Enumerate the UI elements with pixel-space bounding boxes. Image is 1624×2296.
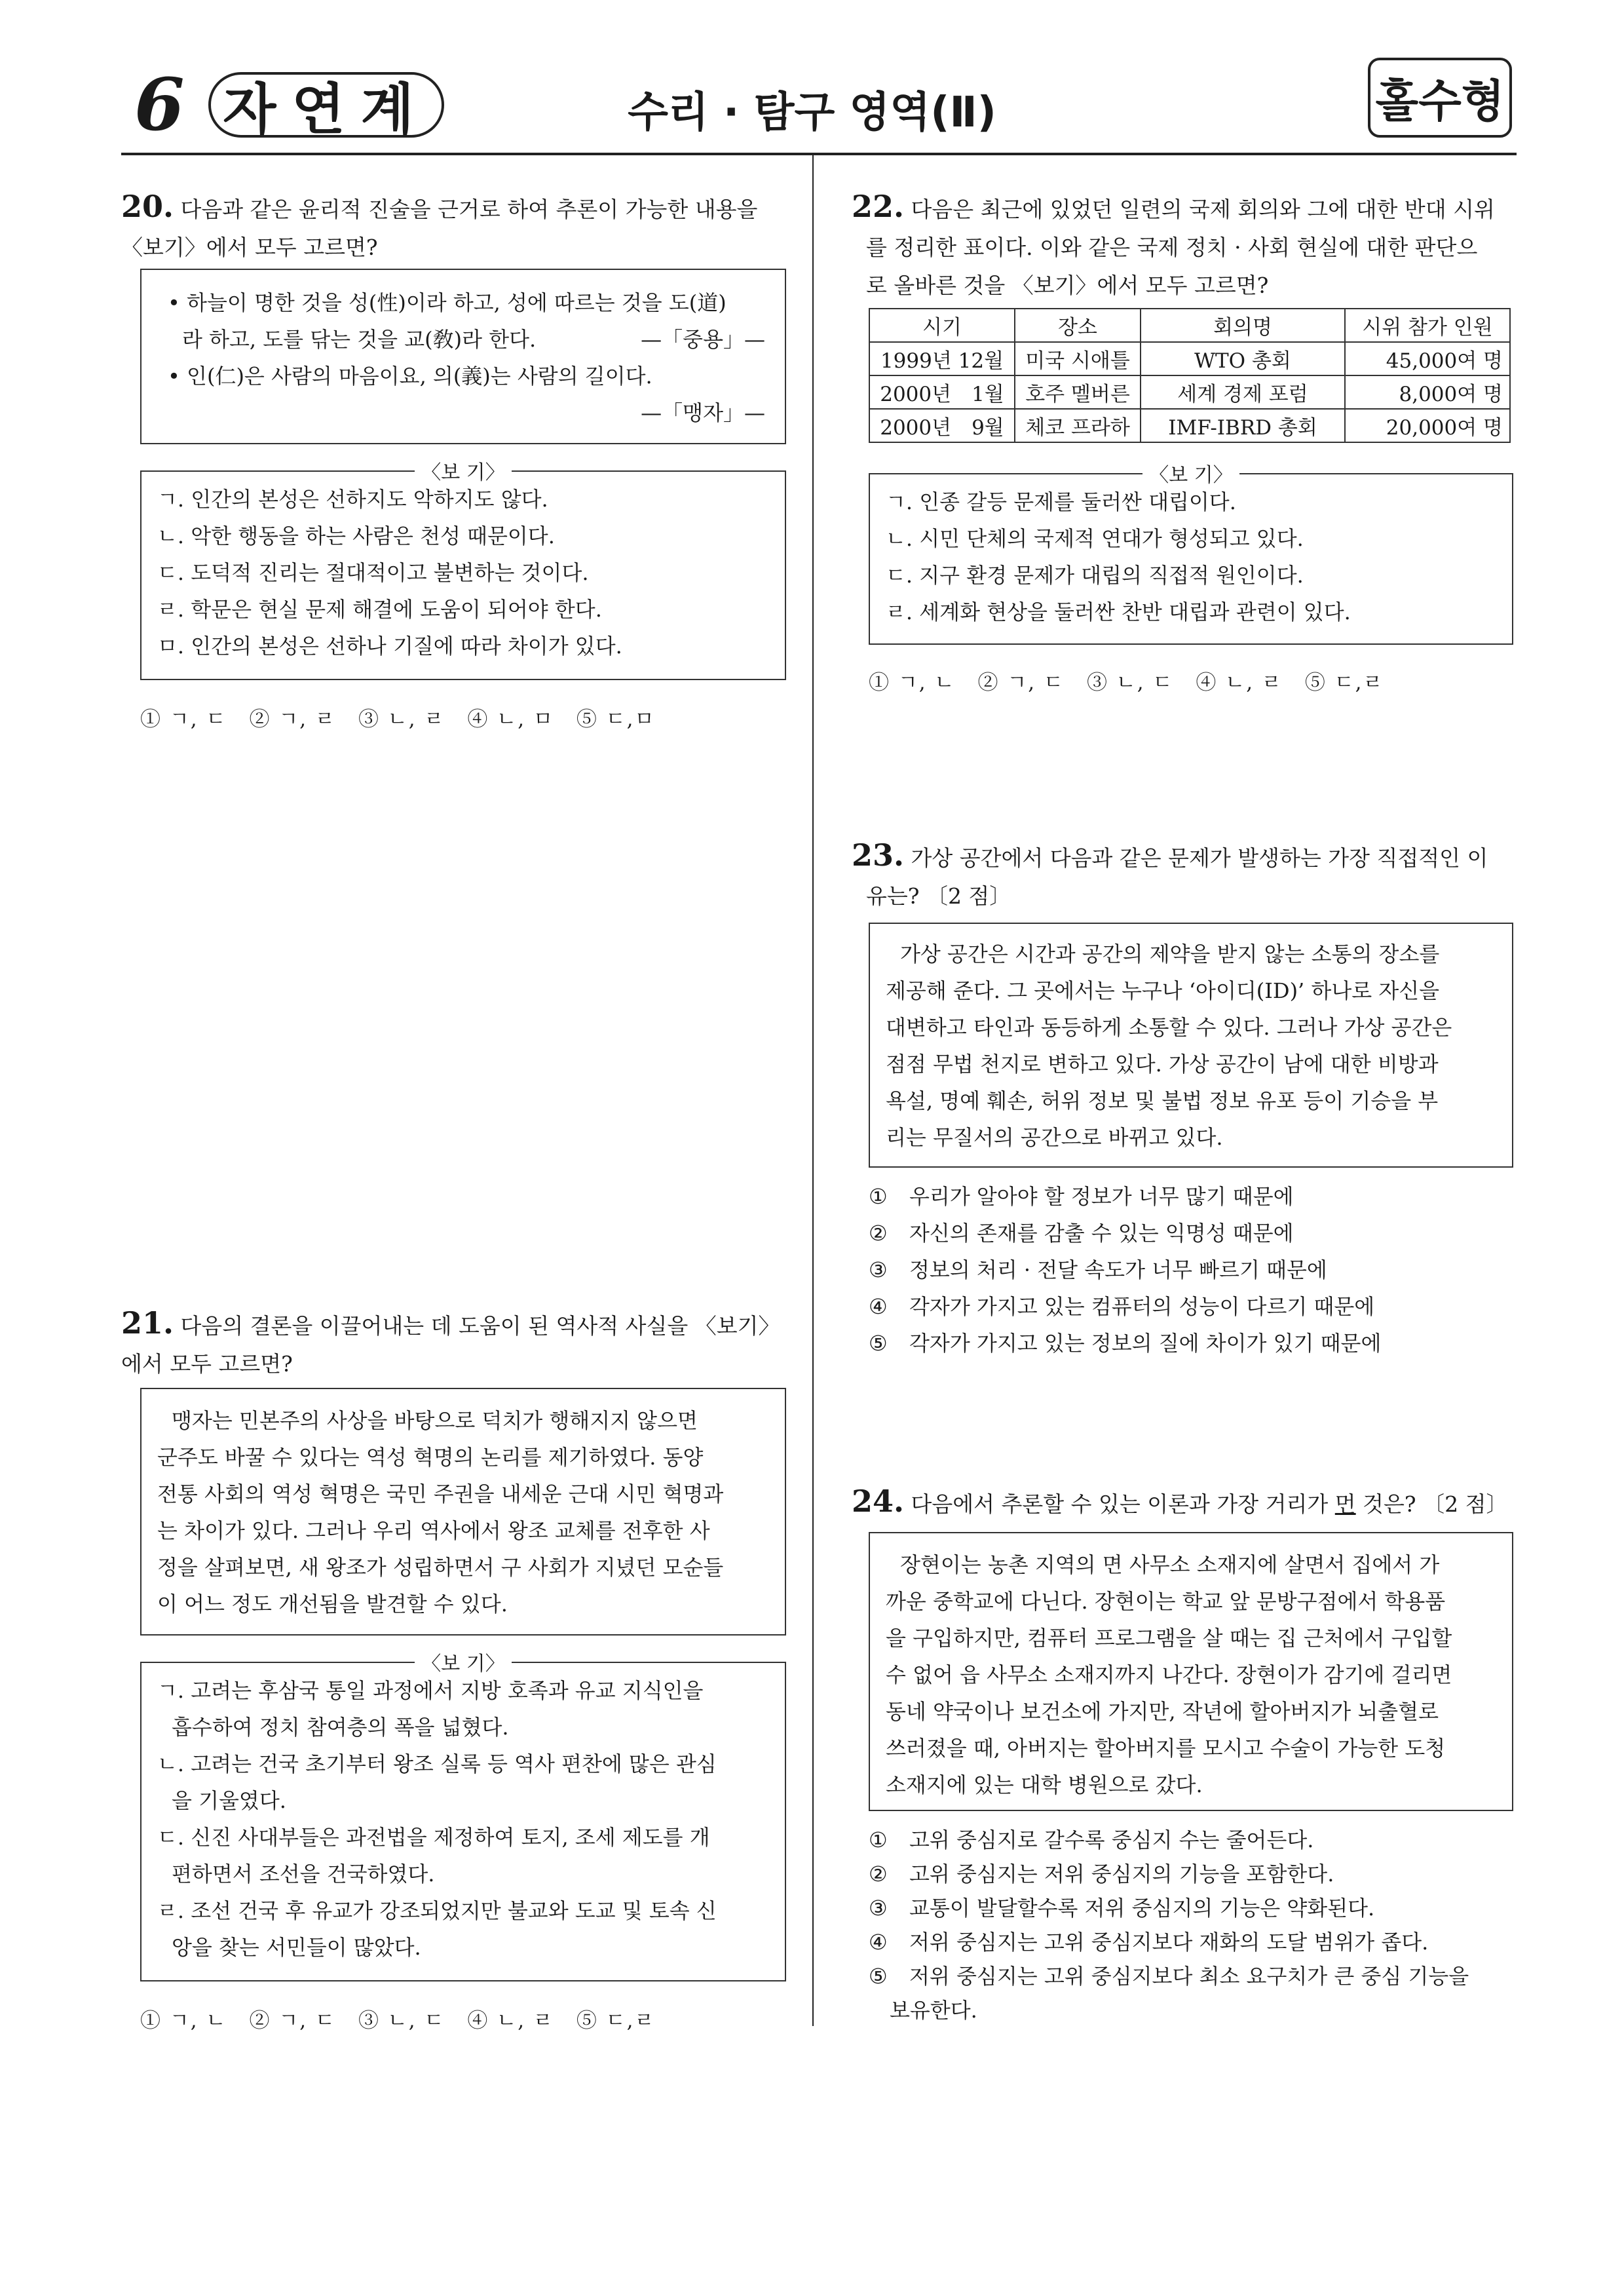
bogi-item: ㄱ. 인간의 본성은 선하지도 악하지도 않다. — [157, 487, 548, 512]
table-cell: 1999년 12월 — [869, 342, 1015, 375]
question-23-passage — [869, 923, 1513, 1168]
choice-option[interactable]: ③ ㄴ, ㄷ — [1086, 671, 1174, 695]
table-row — [869, 342, 1510, 375]
table-cell: 세계 경제 포럼 — [1141, 375, 1345, 409]
passage-line: 이 어느 정도 개선됨을 발견할 수 있다. — [157, 1592, 508, 1617]
question-20-passage — [140, 269, 786, 444]
bogi-item: 을 기울였다. — [172, 1788, 286, 1813]
source-citation: —「맹자」— — [641, 400, 765, 425]
choice-option[interactable]: ① ㄱ, ㄷ — [140, 708, 227, 731]
question-number: 21. — [121, 1305, 174, 1341]
question-20-bogi-box — [140, 461, 786, 680]
choice-option[interactable]: ① ㄱ, ㄴ — [869, 671, 956, 695]
table-cell: 체코 프라하 — [1015, 409, 1141, 442]
bogi-item: ㅁ. 인간의 본성은 선하나 기질에 따라 차이가 있다. — [157, 634, 622, 659]
header-rule — [121, 153, 1517, 155]
column-divider — [812, 155, 814, 2026]
question-21-bogi-box — [140, 1653, 786, 1981]
question-24-options — [869, 1823, 1513, 2027]
answer-option[interactable] — [869, 1252, 1513, 1288]
passage-line: • 인(仁)은 사람의 마음이요, 의(義)는 사람의 길이다. — [168, 364, 652, 389]
choice-option[interactable]: ④ ㄴ, ㅁ — [467, 708, 554, 731]
option-number: ⑤ — [869, 1331, 888, 1356]
answer-option[interactable] — [869, 1178, 1513, 1215]
option-text-continued: 보유한다. — [890, 1998, 977, 2023]
choice-option[interactable]: ⑤ ㄷ,ㄹ — [576, 2009, 656, 2033]
passage-line: 점점 무법 천지로 변하고 있다. 가상 공간이 남에 대한 비방과 — [886, 1052, 1439, 1077]
answer-option[interactable] — [869, 1325, 1513, 1362]
option-number: ② — [869, 1862, 888, 1886]
option-number: ② — [869, 1221, 888, 1246]
option-number: ① — [869, 1827, 888, 1852]
bogi-item: ㄹ. 세계화 현상을 둘러싼 찬반 대립과 관련이 있다. — [886, 600, 1351, 624]
option-number: ④ — [869, 1930, 888, 1955]
answer-option[interactable] — [869, 1215, 1513, 1252]
option-number: ③ — [869, 1896, 888, 1921]
bogi-label: 〈보 기〉 — [1142, 464, 1239, 487]
answer-option[interactable] — [869, 1925, 1513, 1959]
stem-line: 〈보기〉에서 모두 고르면? — [121, 235, 378, 260]
passage-line: • 하늘이 명한 것을 성(性)이라 하고, 성에 따르는 것을 도(道) — [168, 290, 727, 315]
table-cell: 2000년 9월 — [869, 409, 1015, 442]
bogi-item: 앙을 찾는 서민들이 많았다. — [172, 1935, 421, 1960]
question-21-choices — [140, 2004, 677, 2033]
choice-option[interactable]: ② ㄱ, ㄷ — [249, 2009, 336, 2033]
passage-line: 동네 약국이나 보건소에 가지만, 작년에 할아버지가 뇌출혈로 — [886, 1699, 1439, 1724]
conference-table — [869, 308, 1511, 443]
choice-option[interactable]: ② ㄱ, ㄷ — [977, 671, 1065, 695]
option-text: 저위 중심지는 고위 중심지보다 재화의 도달 범위가 좁다. — [909, 1930, 1429, 1955]
answer-option[interactable] — [869, 1959, 1513, 1993]
option-text: 자신의 존재를 감출 수 있는 익명성 때문에 — [909, 1221, 1294, 1246]
choice-option[interactable]: ③ ㄴ, ㄹ — [358, 708, 445, 731]
choice-option[interactable]: ④ ㄴ, ㄹ — [467, 2009, 554, 2033]
question-22-choices — [869, 666, 1406, 695]
table-cell: 20,000여 명 — [1345, 409, 1510, 442]
passage-line: 수 없어 읍 사무소 소재지까지 나간다. 장현이가 감기에 걸리면 — [886, 1662, 1452, 1687]
stem-line: 유는? 〔2 점〕 — [866, 883, 1011, 909]
passage-line: 정을 살펴보면, 새 왕조가 성립하면서 구 사회가 지녔던 모순들 — [157, 1555, 724, 1580]
passage-line: 까운 중학교에 다닌다. 장현이는 학교 앞 문방구점에서 학용품 — [886, 1589, 1446, 1614]
bogi-item: 편하면서 조선을 건국하였다. — [172, 1862, 435, 1886]
passage-line: 가상 공간은 시간과 공간의 제약을 받지 않는 소통의 장소를 — [900, 942, 1440, 966]
option-text: 정보의 처리 · 전달 속도가 너무 빠르기 때문에 — [909, 1257, 1327, 1282]
question-number: 20. — [121, 189, 174, 224]
passage-line: 맹자는 민본주의 사상을 바탕으로 덕치가 행해지지 않으면 — [172, 1408, 698, 1433]
table-header: 회의명 — [1141, 309, 1345, 342]
bogi-item: ㄱ. 고려는 후삼국 통일 과정에서 지방 호족과 유교 지식인을 — [157, 1678, 704, 1703]
question-23-stem — [852, 836, 1526, 915]
option-text: 교통이 발달할수록 저위 중심지의 기능은 약화된다. — [909, 1896, 1375, 1921]
passage-line: 장현이는 농촌 지역의 면 사무소 소재지에 살면서 집에서 가 — [900, 1552, 1440, 1577]
source-citation: —「중용」— — [641, 327, 765, 352]
choice-option[interactable]: ④ ㄴ, ㄹ — [1196, 671, 1283, 695]
option-text: 저위 중심지는 고위 중심지보다 최소 요구치가 큰 중심 기능을 — [909, 1964, 1469, 1989]
option-text: 각자가 가지고 있는 정보의 질에 차이가 있기 때문에 — [909, 1331, 1382, 1356]
question-21-passage — [140, 1388, 786, 1636]
stem-text: 다음에서 추론할 수 있는 이론과 가장 거리가 — [911, 1491, 1335, 1517]
option-text: 고위 중심지는 저위 중심지의 기능을 포함한다. — [909, 1862, 1334, 1886]
bogi-item: ㄷ. 지구 환경 문제가 대립의 직접적 원인이다. — [886, 563, 1304, 588]
table-header: 시기 — [869, 309, 1015, 342]
question-20-stem — [121, 187, 796, 267]
passage-line: 제공해 준다. 그 곳에서는 누구나 ‘아이디(ID)’ 하나로 자신을 — [886, 978, 1440, 1003]
bogi-item: ㄹ. 학문은 현실 문제 해결에 도움이 되어야 한다. — [157, 597, 602, 622]
table-cell: 미국 시애틀 — [1015, 342, 1141, 375]
table-cell: 8,000여 명 — [1345, 375, 1510, 409]
table-header-row — [869, 309, 1510, 342]
table-cell: WTO 총회 — [1141, 342, 1345, 375]
stem-line: 다음의 결론을 이끌어내는 데 도움이 된 역사적 사실을 〈보기〉 — [180, 1313, 780, 1339]
choice-option[interactable]: ③ ㄴ, ㄷ — [358, 2009, 445, 2033]
stem-text: 것은? 〔2 점〕 — [1355, 1491, 1508, 1517]
answer-option[interactable] — [869, 1288, 1513, 1325]
question-24-passage — [869, 1532, 1513, 1811]
passage-line: 쓰러졌을 때, 아버지는 할아버지를 모시고 수술이 가능한 도청 — [886, 1736, 1446, 1761]
form-type-badge: 홀수형 — [1368, 58, 1512, 138]
passage-line: 을 구입하지만, 컴퓨터 프로그램을 살 때는 집 근처에서 구입할 — [886, 1626, 1452, 1651]
bogi-item: ㄴ. 고려는 건국 초기부터 왕조 실록 등 역사 편찬에 많은 관심 — [157, 1751, 717, 1776]
passage-line: 대변하고 타인과 동등하게 소통할 수 있다. 그러나 가상 공간은 — [886, 1015, 1452, 1040]
table-cell: IMF-IBRD 총회 — [1141, 409, 1345, 442]
bogi-item: 흡수하여 정치 참여층의 폭을 넓혔다. — [172, 1715, 509, 1740]
stem-underlined-word: 먼 — [1334, 1491, 1356, 1517]
bogi-item: ㄷ. 도덕적 진리는 절대적이고 불변하는 것이다. — [157, 560, 589, 585]
bogi-label: 〈보 기〉 — [415, 1653, 512, 1675]
stem-line: 다음은 최근에 있었던 일련의 국제 회의와 그에 대한 반대 시위 — [911, 197, 1495, 222]
stem-line: 가상 공간에서 다음과 같은 문제가 발생하는 가장 직접적인 이 — [911, 845, 1488, 871]
stem-line: 에서 모두 고르면? — [121, 1351, 293, 1377]
question-23-options — [869, 1178, 1513, 1362]
choice-option[interactable]: ⑤ ㄷ,ㄹ — [1304, 671, 1384, 695]
choice-option[interactable]: ② ㄱ, ㄹ — [249, 708, 336, 731]
option-text: 각자가 가지고 있는 컴퓨터의 성능이 다르기 때문에 — [909, 1294, 1375, 1319]
question-number: 22. — [852, 189, 905, 224]
section-title: 수리 · 탐구 영역(Ⅱ) — [628, 88, 996, 137]
option-number: ③ — [869, 1257, 888, 1282]
question-number: 24. — [852, 1483, 905, 1519]
bogi-item: ㄱ. 인종 갈등 문제를 둘러싼 대립이다. — [886, 489, 1236, 514]
passage-line: 라 하고, 도를 닦는 것을 교(敎)라 한다. — [182, 327, 537, 352]
passage-line: 리는 무질서의 공간으로 바뀌고 있다. — [886, 1125, 1223, 1150]
stem-line: 다음과 같은 윤리적 진술을 근거로 하여 추론이 가능한 내용을 — [180, 197, 758, 222]
passage-line: 는 차이가 있다. 그러나 우리 역사에서 왕조 교체를 전후한 사 — [157, 1518, 710, 1543]
option-text: 고위 중심지로 갈수록 중심지 수는 줄어든다. — [909, 1827, 1314, 1852]
bogi-item: ㄴ. 악한 행동을 하는 사람은 천성 때문이다. — [157, 524, 555, 548]
bogi-item: ㄴ. 시민 단체의 국제적 연대가 형성되고 있다. — [886, 526, 1304, 551]
choice-option[interactable]: ⑤ ㄷ,ㅁ — [576, 708, 656, 731]
question-22-bogi-box — [869, 464, 1513, 645]
passage-line: 군주도 바꿀 수 있다는 역성 혁명의 논리를 제기하였다. 동양 — [157, 1445, 704, 1470]
passage-line: 소재지에 있는 대학 병원으로 갔다. — [886, 1772, 1203, 1797]
page-number: 6 — [134, 62, 185, 147]
table-cell: 45,000여 명 — [1345, 342, 1510, 375]
question-21-stem — [121, 1304, 796, 1383]
question-24-stem — [852, 1482, 1526, 1523]
table-row — [869, 409, 1510, 442]
track-label: 자연계 — [208, 72, 444, 138]
table-header: 시위 참가 인원 — [1345, 309, 1510, 342]
bogi-label: 〈보 기〉 — [415, 461, 512, 484]
passage-line: 욕설, 명예 훼손, 허위 정보 및 불법 정보 유포 등이 기승을 부 — [886, 1088, 1439, 1113]
option-number: ① — [869, 1184, 888, 1209]
option-text: 우리가 알아야 할 정보가 너무 많기 때문에 — [909, 1184, 1294, 1209]
option-number: ⑤ — [869, 1964, 888, 1989]
answer-option[interactable] — [869, 1823, 1513, 1857]
table-header: 장소 — [1015, 309, 1141, 342]
answer-option[interactable] — [869, 1891, 1513, 1925]
table-row — [869, 375, 1510, 409]
answer-option[interactable] — [869, 1857, 1513, 1891]
question-20-choices — [140, 702, 677, 732]
table-cell: 2000년 1월 — [869, 375, 1015, 409]
question-22-stem — [852, 187, 1526, 305]
option-number: ④ — [869, 1294, 888, 1319]
stem-line: 를 정리한 표이다. 이와 같은 국제 정치 · 사회 현실에 대한 판단으 — [866, 235, 1478, 260]
passage-line: 전통 사회의 역성 혁명은 국민 주권을 내세운 근대 시민 혁명과 — [157, 1482, 724, 1506]
bogi-item: ㄹ. 조선 건국 후 유교가 강조되었지만 불교와 도교 및 토속 신 — [157, 1898, 717, 1923]
stem-line: 로 올바른 것을 〈보기〉에서 모두 고르면? — [866, 273, 1269, 298]
bogi-item: ㄷ. 신진 사대부들은 과전법을 제정하여 토지, 조세 제도를 개 — [157, 1825, 710, 1850]
table-cell: 호주 멜버른 — [1015, 375, 1141, 409]
question-number: 23. — [852, 837, 905, 873]
choice-option[interactable]: ① ㄱ, ㄴ — [140, 2009, 227, 2033]
